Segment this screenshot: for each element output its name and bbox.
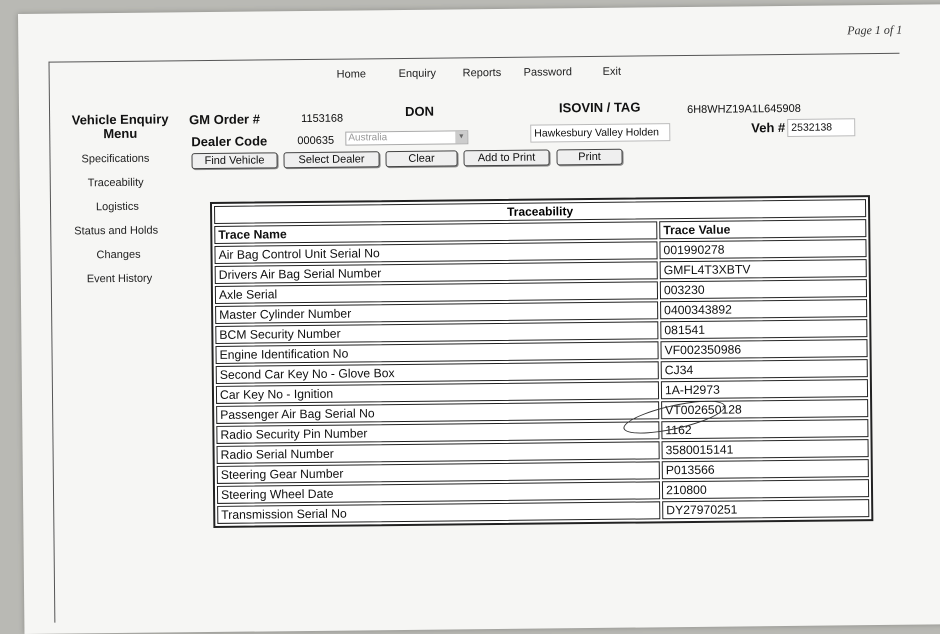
menu-item-specifications[interactable]: Specifications (81, 152, 150, 166)
trace-value-cell: 1A-H2973 (661, 379, 868, 399)
menu-item-traceability[interactable]: Traceability (87, 176, 144, 190)
isovin-value: 6H8WHZ19A1L645908 (686, 102, 801, 116)
select-dealer-button[interactable]: Select Dealer (283, 151, 379, 168)
nav-enquiry[interactable]: Enquiry (398, 67, 437, 81)
veh-label: Veh # (751, 119, 786, 136)
trace-value-cell: 003230 (660, 279, 867, 299)
nav-reports[interactable]: Reports (462, 66, 502, 80)
nav-password[interactable]: Password (523, 66, 572, 79)
clear-button[interactable]: Clear (385, 150, 457, 167)
trace-value-cell: 3580015141 (662, 439, 869, 459)
trace-name-cell: Radio Security Pin Number (216, 421, 659, 444)
trace-value-cell: GMFL4T3XBTV (660, 259, 867, 279)
nav-exit[interactable]: Exit (602, 65, 622, 78)
trace-name-cell: Air Bag Control Unit Serial No (214, 241, 657, 264)
column-header-trace-value: Trace Value (659, 219, 866, 239)
find-vehicle-button[interactable]: Find Vehicle (191, 152, 277, 169)
menu-title: Vehicle Enquiry Menu (71, 111, 169, 142)
dealer-code-label: Dealer Code (191, 133, 268, 150)
trace-name-cell: Axle Serial (215, 281, 658, 304)
trace-value-cell: CJ34 (661, 359, 868, 379)
don-label: DON (404, 103, 435, 119)
gm-order-label: GM Order # (189, 111, 260, 128)
trace-value-cell: 210800 (662, 479, 869, 499)
trace-name-cell: Master Cylinder Number (215, 301, 658, 324)
nav-home[interactable]: Home (336, 68, 367, 81)
traceability-table (210, 195, 873, 528)
trace-name-cell: Drivers Air Bag Serial Number (215, 261, 658, 284)
dealer-country-select[interactable] (345, 130, 468, 145)
trace-name-cell: Car Key No - Ignition (216, 381, 659, 404)
printed-page (18, 4, 940, 634)
trace-value-cell: 0400343892 (660, 299, 867, 319)
gm-order-value: 1153168 (301, 112, 344, 126)
trace-name-cell: Steering Gear Number (217, 461, 660, 484)
menu-item-logistics[interactable]: Logistics (95, 200, 139, 214)
trace-value-cell: VF002350986 (660, 339, 867, 359)
dealer-code-value: 000635 (297, 134, 335, 148)
trace-name-cell: Passenger Air Bag Serial No (216, 401, 659, 424)
trace-name-cell: Steering Wheel Date (217, 481, 660, 504)
print-button[interactable]: Print (556, 149, 622, 166)
chevron-down-icon: ▼ (455, 131, 467, 143)
dealer-country-value: Australia (348, 132, 388, 144)
traceability-title: Traceability (214, 199, 866, 224)
menu-item-changes[interactable]: Changes (96, 248, 141, 262)
trace-value-cell: VT002650128 (661, 399, 868, 419)
trace-value-cell: 001990278 (659, 239, 866, 259)
trace-name-cell: Radio Serial Number (217, 441, 660, 464)
trace-value-cell: 081541 (660, 319, 867, 339)
menu-item-event-history[interactable]: Event History (86, 272, 153, 286)
dealer-name-field[interactable]: Hawkesbury Valley Holden (530, 123, 670, 142)
trace-name-cell: Transmission Serial No (217, 501, 660, 524)
add-to-print-button[interactable]: Add to Print (463, 149, 549, 166)
trace-value-cell: 1162 (661, 419, 868, 439)
trace-name-cell: Engine Identification No (215, 341, 658, 364)
page-number: Page 1 of 1 (847, 22, 903, 38)
menu-item-status-and-holds[interactable]: Status and Holds (74, 224, 159, 238)
column-header-trace-name: Trace Name (214, 221, 657, 244)
trace-value-cell: P013566 (662, 459, 869, 479)
trace-value-cell: DY27970251 (662, 499, 869, 519)
trace-name-cell: Second Car Key No - Glove Box (216, 361, 659, 384)
trace-name-cell: BCM Security Number (215, 321, 658, 344)
veh-number-field[interactable]: 2532138 (787, 118, 855, 137)
isovin-label: ISOVIN / TAG (558, 99, 641, 116)
